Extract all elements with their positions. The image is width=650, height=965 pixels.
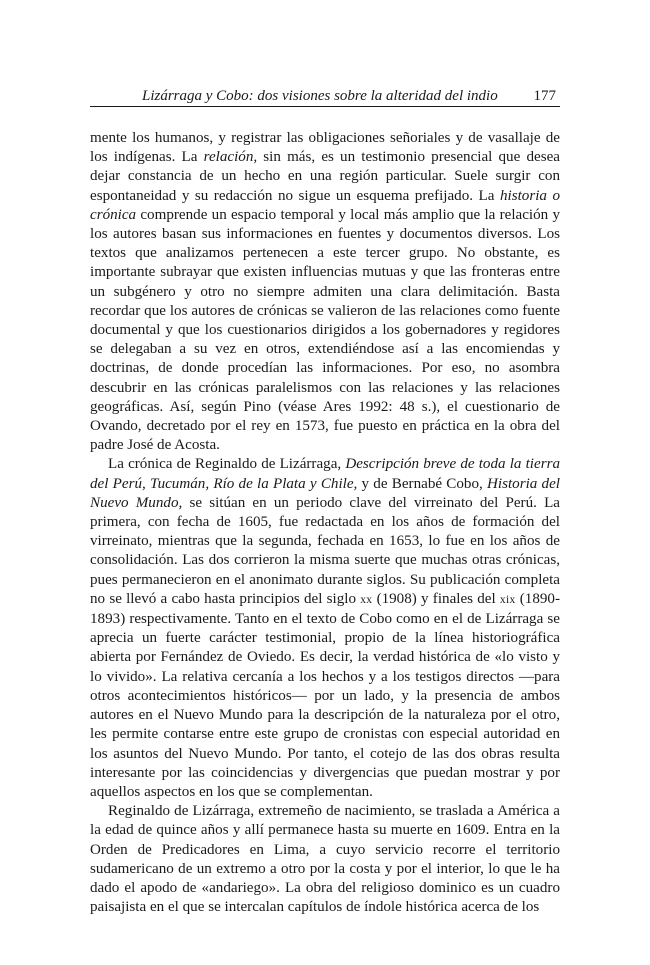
text-span: comprende un espacio temporal y local más amplio que la relación y los autores basan sus informaciones en fuentes y documentos diversos. Los textos que analizamos pertenecen a este tercer grupo. No obstante, es importante subrayar que existen influencias mutuas y que las fronteras entre un subgénero y otro no siempre admiten una clara delimitación. Basta recordar que los autores de crónicas se valieron de las relaciones como fuente documental y que los cuestionarios dirigidos a los gobernadores y regidores se delegaban a su vez en otros, extendiéndose así a las encomiendas y doctrinas, de donde procedían las informaciones. Por eso, no asombra descubrir en las crónicas paralelismos con las relaciones y las relaciones geográficas. Así, según Pino (véase Ares 1992: 48 s.), el cuestionario de Ovando, decretado por el rey en 1573, fue puesto en práctica en la obra del padre José de Acosta. bbox=[90, 206, 560, 454]
smallcaps-span: xix bbox=[499, 593, 516, 606]
running-header bbox=[90, 86, 560, 107]
text-span: La crónica de Reginaldo de Lizárraga, bbox=[108, 456, 346, 473]
text-span: (1908) y finales del bbox=[372, 590, 500, 607]
italic-span: historia o crónica bbox=[90, 187, 560, 223]
text-span: se sitúan en un periodo clave del virreinato del Perú. La primera, con fecha de 1605, fue redactada en los años de formación del virreinato, mientras que la segunda, fechada en 1653, lo fue en los años de consolidación. Las dos corrieron la misma suerte que muchas otras crónicas, pues permanecieron en el anonimato durante siglos. Su publicación completa no se llevó a cabo hasta principios del siglo bbox=[90, 494, 560, 607]
italic-span: relación, bbox=[203, 149, 258, 166]
running-title: Lizárraga y Cobo: dos visiones sobre la alteridad del indio bbox=[142, 88, 498, 104]
paragraph bbox=[90, 455, 560, 802]
smallcaps-span: xx bbox=[360, 593, 373, 606]
italic-span: Descripción breve de toda la tierra del Perú, Tucumán, Río de la Plata y Chile, bbox=[90, 456, 560, 492]
text-span: y de Bernabé Cobo, bbox=[357, 475, 487, 492]
paragraph bbox=[90, 129, 560, 455]
italic-span: Historia del Nuevo Mundo, bbox=[90, 475, 560, 511]
text-span: (1890-1893) respectivamente. Tanto en el texto de Cobo como en el de Lizárraga se aprecia un fuerte carácter testimonial, propio de la línea historiográfica abierta por Fernández de Oviedo. Es decir, la verdad histórica de «lo visto y lo vivido». La relativa cercanía a los hechos y a los testigos directos —para otros acontecimientos históricos— por un lado, y la presencia de ambos autores en el Nuevo Mundo para la descripción de la naturaleza por el otro, les permite contarse entre este grupo de cronistas con especial autoridad en los asuntos del Nuevo Mundo. Por tanto, el cotejo de las dos obras resulta interesante por las coincidencias y divergencias que puedan mostrar y por aquellos aspectos en los que se complementan. bbox=[90, 590, 560, 800]
text-span: sin más, es un testimonio presencial que desea dejar constancia de un hecho en una región particular. Suele surgir con espontaneidad y su redacción no sigue un esquema prefijado. La bbox=[90, 149, 560, 204]
paragraph bbox=[90, 802, 560, 917]
text-span: Reginaldo de Lizárraga, extremeño de nacimiento, se traslada a América a la edad de quince años y allí permanece hasta su muerte en 1609. Entra en la Orden de Predicadores en Lima, a cuyo servicio recorre el territorio sudamericano de un extremo a otro por la costa y por el interior, lo que le ha dado el apodo de «andariego». La obra del religioso dominico es un cuadro paisajista en el que se intercalan capítulos de índole histórica acerca de los bbox=[90, 803, 560, 916]
text-span: mente los humanos, y registrar las obligaciones señoriales y de vasallaje de los indígenas. La bbox=[90, 130, 560, 166]
page-number: 177 bbox=[533, 88, 556, 104]
body-text bbox=[90, 129, 560, 917]
